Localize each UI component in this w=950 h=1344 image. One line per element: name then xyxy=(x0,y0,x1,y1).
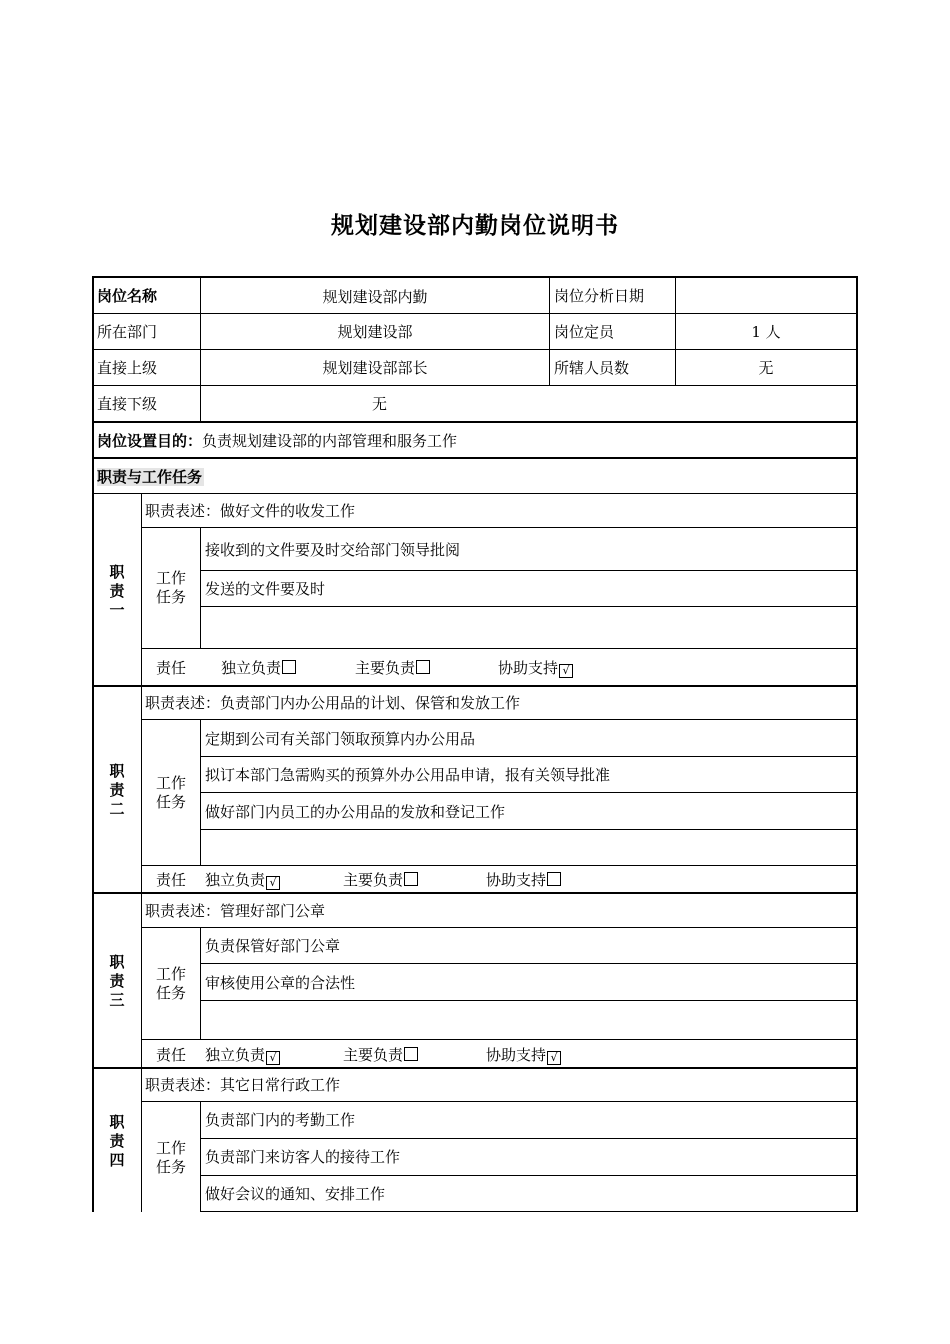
duty-1-task-2: 发送的文件要及时 xyxy=(205,580,326,598)
duty-3-independent: 独立负责 √ xyxy=(205,1046,280,1065)
duty-1-independent: 独立负责 xyxy=(221,659,296,677)
duty-4-title: 职 责 四 xyxy=(109,1113,125,1169)
subordinate-count-value: 无 xyxy=(758,359,774,377)
duty-1-assist-checkbox[interactable]: √ xyxy=(559,664,573,678)
duty-3-desc: 职责表述：管理好部门公章 xyxy=(145,902,326,920)
duty-1-independent-checkbox[interactable] xyxy=(282,660,296,674)
analysis-date-label: 岗位分析日期 xyxy=(554,287,645,305)
duty-1-title: 职 责 一 xyxy=(109,563,125,619)
subordinate-count-label: 所辖人员数 xyxy=(554,359,630,377)
duty-3-task-2: 审核使用公章的合法性 xyxy=(205,974,356,992)
duty-1-main: 主要负责 xyxy=(355,659,430,677)
duty-1-main-checkbox[interactable] xyxy=(416,660,430,674)
superior-value: 规划建设部部长 xyxy=(322,359,428,377)
headcount-label: 岗位定员 xyxy=(554,323,615,341)
department-label: 所在部门 xyxy=(97,323,158,341)
duty-3-title: 职 责 三 xyxy=(109,953,125,1009)
superior-label: 直接上级 xyxy=(97,359,158,377)
duty-2-title: 职 责 二 xyxy=(109,762,125,818)
duty-3-assist: 协助支持 √ xyxy=(486,1046,561,1065)
purpose-text: 负责规划建设部的内部管理和服务工作 xyxy=(202,432,458,450)
duty-2-responsibility-label: 责任 xyxy=(156,871,187,889)
duty-4-task-1: 负责部门内的考勤工作 xyxy=(205,1111,356,1129)
duty-2-independent: 独立负责 √ xyxy=(205,871,280,890)
duty-3-task-label: 工作 任务 xyxy=(155,965,186,1002)
duty-2-main: 主要负责 xyxy=(343,871,418,889)
department-value: 规划建设部 xyxy=(337,323,413,341)
duty-2-assist: 协助支持 xyxy=(486,871,561,889)
duty-2-main-checkbox[interactable] xyxy=(404,872,418,886)
duty-3-main-checkbox[interactable] xyxy=(404,1047,418,1061)
duty-2-task-1: 定期到公司有关部门领取预算内办公用品 xyxy=(205,730,476,748)
duty-1-task-label: 工作 任务 xyxy=(155,569,186,606)
duty-1-task-1: 接收到的文件要及时交给部门领导批阅 xyxy=(205,541,461,559)
duty-4-desc: 职责表述：其它日常行政工作 xyxy=(145,1076,341,1094)
headcount-value: 1 人 xyxy=(751,323,781,341)
section-title: 职责与工作任务 xyxy=(97,468,203,486)
duty-3-assist-checkbox[interactable]: √ xyxy=(547,1051,561,1065)
duty-3-main: 主要负责 xyxy=(343,1046,418,1064)
subordinate-value: 无 xyxy=(372,395,388,413)
duty-2-assist-checkbox[interactable] xyxy=(547,872,561,886)
duty-1-responsibility-label: 责任 xyxy=(156,659,187,677)
duty-1-desc: 职责表述：做好文件的收发工作 xyxy=(145,502,356,520)
duty-4-task-3: 做好会议的通知、安排工作 xyxy=(205,1185,386,1203)
duty-1-assist: 协助支持 √ xyxy=(498,659,573,678)
job-name-label: 岗位名称 xyxy=(97,287,158,305)
duty-4-task-2: 负责部门来访客人的接待工作 xyxy=(205,1148,401,1166)
job-name-value: 规划建设部内勤 xyxy=(322,288,428,306)
subordinate-label: 直接下级 xyxy=(97,395,158,413)
duty-3-independent-checkbox[interactable]: √ xyxy=(266,1051,280,1065)
duty-3-task-1: 负责保管好部门公章 xyxy=(205,937,341,955)
duty-2-task-label: 工作 任务 xyxy=(155,774,186,811)
purpose-label: 岗位设置目的： xyxy=(97,432,203,450)
duty-4-task-label: 工作 任务 xyxy=(155,1139,186,1176)
duty-3-responsibility-label: 责任 xyxy=(156,1046,187,1064)
purpose-row xyxy=(97,432,457,450)
document-title: 规划建设部内勤岗位说明书 xyxy=(331,213,619,239)
duty-2-independent-checkbox[interactable]: √ xyxy=(266,876,280,890)
duty-2-task-3: 做好部门内员工的办公用品的发放和登记工作 xyxy=(205,803,506,821)
duty-2-desc: 职责表述：负责部门内办公用品的计划、保管和发放工作 xyxy=(145,694,521,712)
duty-2-task-2: 拟订本部门急需购买的预算外办公用品申请，报有关领导批准 xyxy=(205,766,611,784)
